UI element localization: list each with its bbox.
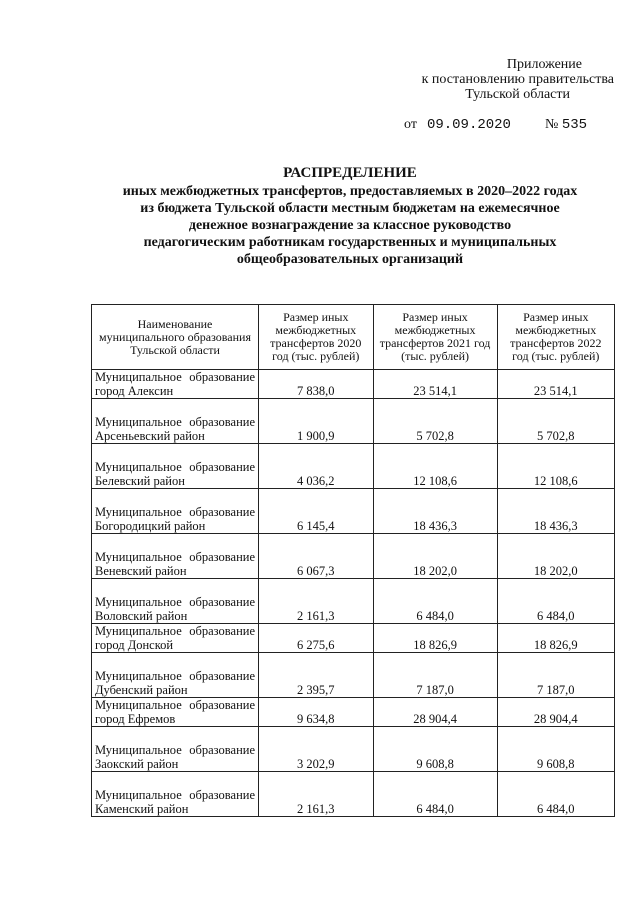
municipality-cell: Муниципальное образование Богородицкий район <box>92 489 259 534</box>
annex-block <box>422 57 614 102</box>
annex-line-1: Приложение <box>506 57 582 72</box>
annex-line-3: Тульской области <box>465 87 570 102</box>
municipality-cell: Муниципальное образование Дубенский район <box>92 653 259 698</box>
title-line: педагогическим работникам государственных и муниципальных <box>143 235 557 250</box>
municipality-cell: Муниципальное образование Арсеньевский район <box>92 399 259 444</box>
table-row <box>92 772 615 817</box>
resolution-number-label: № <box>544 117 559 132</box>
resolution-number: 535 <box>561 117 588 133</box>
annex-line-2: к постановлению правительства <box>421 72 614 87</box>
title-heading: РАСПРЕДЕЛЕНИЕ <box>283 165 417 181</box>
municipality-cell: Муниципальное образование город Алексин <box>92 370 259 399</box>
value-2020-cell: 4 036,2 <box>259 444 374 489</box>
value-2022-cell: 7 187,0 <box>497 653 614 698</box>
municipality-cell: Муниципальное образование Белевский район <box>92 444 259 489</box>
value-2021-cell: 18 202,0 <box>373 534 497 579</box>
value-2021-cell: 6 484,0 <box>373 579 497 624</box>
value-2022-cell: 18 436,3 <box>497 489 614 534</box>
value-2021-cell: 9 608,8 <box>373 727 497 772</box>
value-2020-cell: 9 634,8 <box>259 698 374 727</box>
value-2022-cell: 6 484,0 <box>497 772 614 817</box>
value-2020-cell: 2 161,3 <box>259 772 374 817</box>
table-row <box>92 534 615 579</box>
value-2021-cell: 7 187,0 <box>373 653 497 698</box>
value-2020-cell: 7 838,0 <box>259 370 374 399</box>
municipality-cell: Муниципальное образование Заокский район <box>92 727 259 772</box>
value-2022-cell: 18 202,0 <box>497 534 614 579</box>
municipality-cell: Муниципальное образование Каменский район <box>92 772 259 817</box>
value-2022-cell: 6 484,0 <box>497 579 614 624</box>
value-2022-cell: 12 108,6 <box>497 444 614 489</box>
value-2022-cell: 5 702,8 <box>497 399 614 444</box>
table-row <box>92 370 615 399</box>
table-row <box>92 653 615 698</box>
header-municipality: Наименование муниципального образования Тульской области <box>92 305 259 370</box>
header-2020: Размер иных межбюджетных трансфертов 2020 год (тыс. рублей) <box>259 305 374 370</box>
value-2021-cell: 12 108,6 <box>373 444 497 489</box>
header-2022: Размер иных межбюджетных трансфертов 2022 год (тыс. рублей) <box>497 305 614 370</box>
municipality-cell: Муниципальное образование Веневский район <box>92 534 259 579</box>
table-row <box>92 399 615 444</box>
value-2022-cell: 28 904,4 <box>497 698 614 727</box>
header-2021: Размер иных межбюджетных трансфертов 2021 год (тыс. рублей) <box>373 305 497 370</box>
title-line: денежное вознаграждение за классное руководство <box>188 218 512 233</box>
table-row <box>92 579 615 624</box>
value-2020-cell: 6 067,3 <box>259 534 374 579</box>
resolution-line <box>404 117 587 133</box>
value-2021-cell: 18 826,9 <box>373 624 497 653</box>
table-row <box>92 489 615 534</box>
municipality-cell: Муниципальное образование город Ефремов <box>92 698 259 727</box>
value-2022-cell: 18 826,9 <box>497 624 614 653</box>
table-row <box>92 727 615 772</box>
title-line: из бюджета Тульской области местным бюджетам на ежемесячное <box>140 201 560 216</box>
document-title <box>60 165 640 268</box>
distribution-table <box>91 304 615 817</box>
value-2020-cell: 3 202,9 <box>259 727 374 772</box>
value-2020-cell: 2 161,3 <box>259 579 374 624</box>
resolution-from-label: от <box>404 117 417 132</box>
value-2021-cell: 28 904,4 <box>373 698 497 727</box>
table-row <box>92 624 615 653</box>
value-2020-cell: 6 275,6 <box>259 624 374 653</box>
value-2021-cell: 23 514,1 <box>373 370 497 399</box>
municipality-cell: Муниципальное образование Воловский район <box>92 579 259 624</box>
value-2021-cell: 6 484,0 <box>373 772 497 817</box>
value-2022-cell: 9 608,8 <box>497 727 614 772</box>
municipality-cell: Муниципальное образование город Донской <box>92 624 259 653</box>
value-2022-cell: 23 514,1 <box>497 370 614 399</box>
value-2020-cell: 2 395,7 <box>259 653 374 698</box>
table-row <box>92 698 615 727</box>
resolution-date: 09.09.2020 <box>426 117 511 133</box>
table-header-row <box>92 305 615 370</box>
table-body <box>92 370 615 817</box>
title-line: общеобразовательных организаций <box>236 252 464 267</box>
title-line: иных межбюджетных трансфертов, предоставляемых в 2020–2022 годах <box>122 184 578 199</box>
value-2021-cell: 5 702,8 <box>373 399 497 444</box>
table-row <box>92 444 615 489</box>
value-2021-cell: 18 436,3 <box>373 489 497 534</box>
value-2020-cell: 1 900,9 <box>259 399 374 444</box>
value-2020-cell: 6 145,4 <box>259 489 374 534</box>
